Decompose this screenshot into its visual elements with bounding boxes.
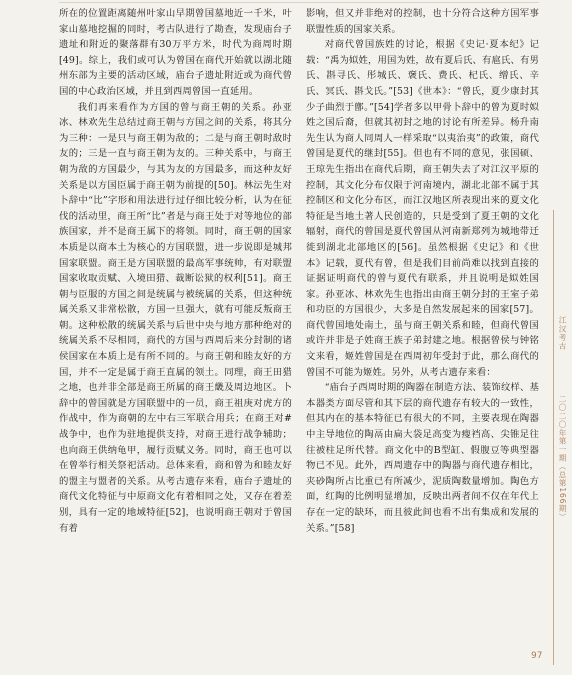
top-rule [59,2,539,3]
journal-name: 江汉考古 [558,316,567,351]
paragraph: 所在的位置距离随州叶家山早期曾国墓地近一千米，叶家山墓地挖掘的同时，考古队进行了勘查，发现庙台子遗址和附近的聚落群有30万平方米，时代为商周时期[49]。综上，我们或可认为曾国在商代开始就以湖北随州东部为主要的活动区域，庙台子遗址附近或为商代曾国的中心政治区域，并且到西周曾国一直延用。 [59,8,292,97]
paragraph: 对商代曾国族姓的讨论，根据《史记·夏本纪》记载：“禹为姒姓，用国为姓，故有夏后氏、有扈氏、有男氏、斟寻氏、彤城氏、褒氏、费氏、杞氏、缯氏、辛氏、冥氏、斟戈氏。”[53]《世本》：“曾氏，夏少康封其少子曲烈于鄫。”[54]学者多以甲骨卜辞中的曾为夏时姒姓之国后裔，但就其初封之地的讨论有所差异。杨升南先生认为商人同周人一样采取“以夷治夷”的政策，商代曾国是夏代的继封[55]。但也有不同的意见，张国硕、王琼先生指出在商代后期，商王朝失去了对江汉平原的控制，其文化分布仅限于河南境内，湖北北部不属于其控制区和文化分布区，而江汉地区所表现出来的夏文化特征是当地土著人民创造的，只是受到了夏王朝的文化辐射，商代的曾国是夏代曾国从河南新郑列为城地带迁徙到湖北北部地区的[56]。虽然根据《史记》和《世本》记载，夏代有曾，但是我们目前尚难以找到直接的证据证明商代的曾与夏代有联系，并且说明是姒姓国家。孙亚冰、林欢先生也指出由商王朝分封的王室子弟和功臣的方国很少，大多是自然发展起来的国家[57]。商代曾国地处南土，虽与商王朝关系和睦，但商代曾国或许并非是子姓商王族子弟封建之地。根据曾侯与钟铭文来看，姬姓曾国是在西周初年受封于此，那么商代的曾国不可能为姬姓。另外，从考古遗存来看： [306,39,539,378]
issue-info: 二〇二〇年第一期（总第166期） [558,395,567,522]
left-column [59,6,292,536]
paragraph: 影响，但又并非绝对的控制，也十分符合这种方国军事联盟性质的国家关系。 [306,8,539,35]
paragraph: 我们再来看作为方国的曾与商王朝的关系。孙亚冰、林欢先生总结过商王朝与方国之间的关系，将其分为三种：一是只与商王朝为敌的；二是与商王朝时敌时友的；三是一直与商王朝为友的。三种关系中，与商王朝为敌的方国最少，与其为友的方国最多，而这种友好关系是以方国臣属于商王朝为前提的[50]。林沄先生对卜辞中“比”字形和用法进行过仔细比较分析，认为在征伐的活动里，商王所“比”者是与商王处于对等地位的部族国家，并不是商王属下的将领。同时，商王朝的国家本质是以商本土为核心的方国联盟，进一步说即是城邦国家联盟。商王是方国联盟的最高军事统帅，有对联盟国家收取贡赋、入境田猎、裁断讼狱的权利[51]。商王朝与臣服的方国之间是统属与被统属的关系，但这种统属关系又非常松散，方国一旦强大，就有可能反叛商王朝。这种松散的统属关系与后世中央与地方那种绝对的统属关系不尽相同，商代的方国与西周后来分封制的诸侯国家在本质上是有所不同的。与商王朝和睦友好的方国，并不一定是属于商王直属的领土。同理，商王田猎之地，也并非全部是商王所属的商王畿及周边地区。卜辞中的曾国就是方国联盟中的一员，商王祖庚对虎方的作战中，作为商朝的左中右三军联合用兵；在商王对#战争中，也作为驻地提供支持，对商王进行战争辅助；也向商王供纳龟甲，履行贡赋义务。同时，商王也可以在曾举行相关祭祀活动。总体来看，商和曾为和睦友好的盟主与盟者的关系。从考古遗存来看，庙台子遗址的商代文化特征与中原商文化有着相同之处，又存在着差别，具有一定的地域特征[52]，也说明商王朝对于曾国有着 [59,101,292,534]
margin-rule [553,210,554,665]
right-column [306,6,539,536]
block-quote: “庙台子西周时期的陶器在制造方法、装饰纹样、基本器类方面尽管和其下层的商代遗存有较大的一致性，但其内在的基本特征已有很大的不同，主要表现在陶器中主导地位的陶鬲由扁大袋足高变为瘦裆高、尖锥足往往被柱足所代替。商文化中的B型缸、假腹豆等典型器物已不见。此外，西周遗存中的陶器与商代遗存相比，夹砂陶所占比重已有所减少，泥质陶数量增加。陶色方面，红陶的比例明显增加，反映出两者间不仅在年代上存在一定的缺环，而且彼此间也看不出有集成和发展的关系。”[58] [306,382,539,534]
page-number: 97 [531,651,543,661]
